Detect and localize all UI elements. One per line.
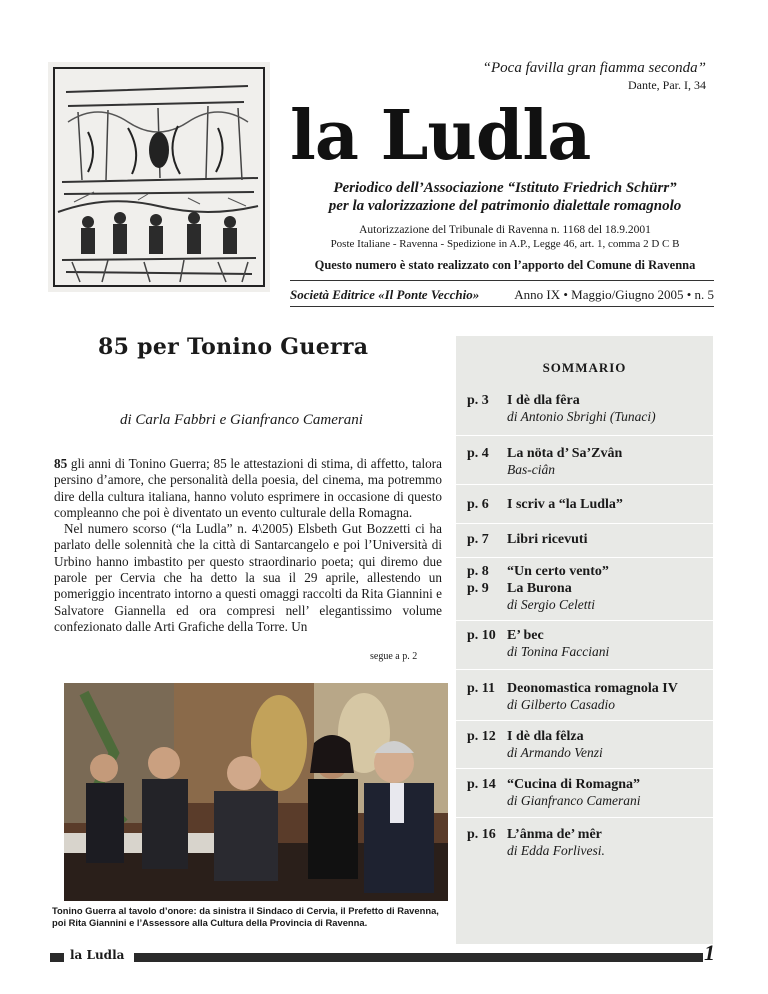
publisher: Società Editrice «Il Ponte Vecchio» [290, 287, 480, 302]
toc-author: di Edda Forlivesi. [507, 843, 605, 858]
toc-page: p. 10 [467, 628, 496, 643]
toc-author: Bas-ciân [507, 462, 555, 477]
toc-page: p. 14 [467, 777, 496, 792]
toc-entry[interactable] [467, 827, 707, 859]
toc-entry[interactable] [467, 532, 707, 548]
toc-title: “Un certo vento” [507, 564, 609, 579]
toc-entry[interactable] [467, 628, 707, 660]
toc-page: p. 12 [467, 729, 496, 744]
article-byline: di Carla Fabbri e Gianfranco Camerani [120, 412, 363, 428]
toc-page: p. 9 [467, 581, 489, 596]
toc-title: La Burona [507, 581, 572, 596]
article-body [54, 456, 442, 635]
quote-source: Dante, Par. I, 34 [628, 78, 706, 92]
issue-info: Anno IX • Maggio/Giugno 2005 • n. 5 [514, 287, 714, 302]
masthead-quote [483, 60, 706, 94]
toc-title: I dè dla fêra [507, 393, 580, 408]
toc-title: L’ânma de’ mêr [507, 827, 602, 842]
toc-entry[interactable] [467, 681, 707, 713]
toc-divider [456, 620, 713, 621]
toc-title: La nöta d’ Sa’Zvân [507, 446, 623, 461]
lead-word: 85 [54, 456, 68, 471]
toc-divider [456, 669, 713, 670]
journal-title: la Ludla [290, 96, 591, 176]
sommario-title: SOMMARIO [542, 360, 627, 375]
subtitle-line-1: Periodico dell’Associazione “Istituto Friedrich Schürr” [333, 180, 677, 196]
toc-divider [456, 720, 713, 721]
toc-title: “Cucina di Romagna” [507, 777, 641, 792]
sponsor-line: Questo numero è stato realizzato con l’apporto del Comune di Ravenna [314, 258, 696, 272]
masthead-rule-bottom [290, 306, 714, 307]
toc-entry[interactable] [467, 581, 707, 613]
toc-page: p. 16 [467, 827, 496, 842]
authorization-line: Autorizzazione del Tribunale di Ravenna n. 1168 del 18.9.2001 [359, 224, 651, 236]
paragraph-1-text: gli anni di Tonino Guerra; 85 le attestazioni di stima, di affetto, talora persino d’amore, che personalità della poesia, del cinema, ma potremmo dire della cultura italiana, hanno voluto esprimere in occasione di questo compleanno che poi è diventato un evento culturale della Romagna. [54, 456, 442, 520]
toc-author: di Sergio Celetti [507, 597, 595, 612]
photo-caption: Tonino Guerra al tavolo d’onore: da sinistra il Sindaco di Cervia, il Prefetto di Ravenna, poi Rita Giannini e l’Assessore alla Cultura della Provincia di Ravenna. [52, 905, 439, 928]
toc-divider [456, 484, 713, 485]
toc-page: p. 4 [467, 446, 489, 461]
toc-author: di Gianfranco Camerani [507, 793, 641, 808]
toc-divider [456, 435, 713, 436]
toc-divider [456, 768, 713, 769]
toc-entry[interactable] [467, 777, 707, 809]
footer-journal-name: la Ludla [70, 948, 125, 962]
article-paragraph: Nel numero scorso (“la Ludla” n. 4\2005) Elsbeth Gut Bozzetti ci ha parlato delle solennità che la città di Santarcangelo e poi l’Università di Urbino hanno imbastito per questo straordinario poeta; qui diremo due parole per Cervia che ha detto la sua il 29 aprile, allestendo un pomeriggio incentrato intorno a questi omaggi raccolti da Rita Giannini e Salvatore Giannella ed ora compresi nell’ elegantissimo volume confezionato dalle Arti Grafiche della Torre. Un [54, 521, 442, 634]
quote-text: “Poca favilla gran fiamma seconda” [482, 60, 706, 76]
toc-page: p. 7 [467, 532, 489, 547]
continues-note: segue a p. 2 [370, 651, 418, 662]
toc-title: Deonomastica romagnola IV [507, 681, 678, 696]
masthead-rule-top [290, 280, 714, 281]
toc-title: E’ bec [507, 628, 544, 643]
footer-bar-left [50, 953, 64, 962]
toc-title: Libri ricevuti [507, 532, 588, 547]
postal-line: Poste Italiane - Ravenna - Spedizione in A.P., Legge 46, art. 1, comma 2 D C B [330, 238, 680, 250]
toc-entry[interactable] [467, 393, 707, 425]
toc-entry[interactable] [467, 564, 707, 580]
subtitle-line-2: per la valorizzazione del patrimonio dialettale romagnolo [328, 198, 682, 214]
toc-title: I dè dla fêlza [507, 729, 584, 744]
toc-entry[interactable] [467, 446, 707, 478]
toc-page: p. 11 [467, 681, 496, 696]
toc-page: p. 6 [467, 497, 489, 512]
toc-divider [456, 557, 713, 558]
toc-author: di Antonio Sbrighi (Tunaci) [507, 409, 656, 424]
toc-page: p. 3 [467, 393, 489, 408]
article-headline: 85 per Tonino Guerra [98, 334, 369, 360]
toc-divider [456, 817, 713, 818]
toc-divider [456, 523, 713, 524]
page-number: 1 [704, 940, 715, 965]
toc-author: di Armando Venzi [507, 745, 603, 760]
toc-entry[interactable] [467, 729, 707, 761]
event-photo [64, 683, 448, 901]
toc-author: di Tonina Facciani [507, 644, 610, 659]
toc-title: I scriv a “la Ludla” [507, 497, 623, 512]
toc-entry[interactable] [467, 497, 707, 513]
article-paragraph [54, 456, 442, 521]
toc-page: p. 8 [467, 564, 489, 579]
toc-author: di Gilberto Casadio [507, 697, 616, 712]
masthead-sketch-illustration [48, 62, 270, 292]
footer-bar-right [134, 953, 703, 962]
